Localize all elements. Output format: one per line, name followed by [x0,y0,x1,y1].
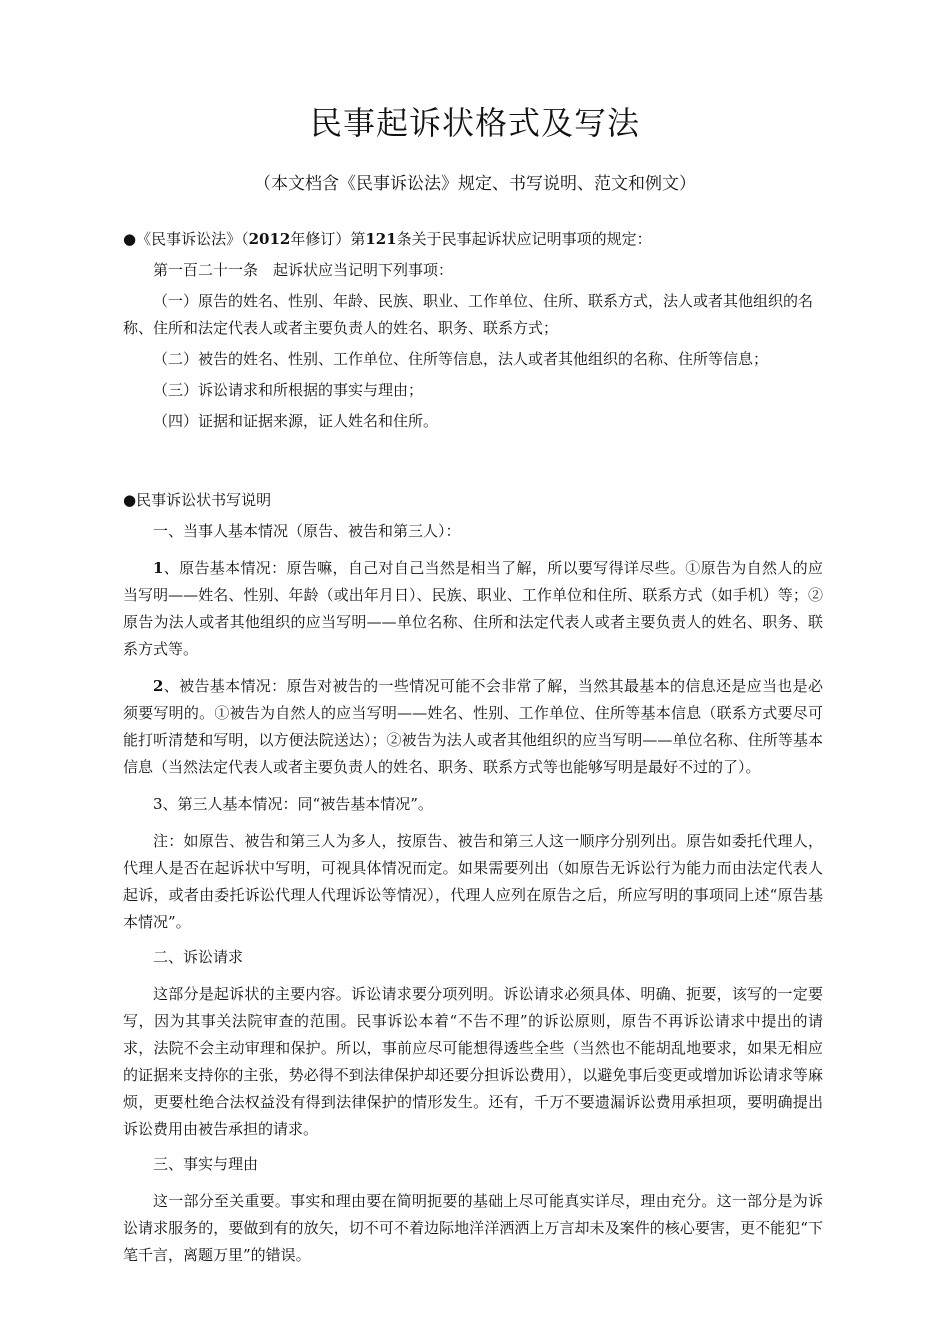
law-heading-article-number: 121 [365,230,397,248]
facts-section-title: 三、事实与理由 [153,1155,259,1173]
law-item-1: （一）原告的姓名、性别、年龄、民族、职业、工作单位、住所、联系方式，法人或者其他组织的名称、住所和法定代表人或者主要负责人的姓名、职务、联系方式； [123,292,814,337]
law-section-heading [123,226,823,253]
document-title: 民事起诉状格式及写法 [309,104,640,142]
law-heading-prefix: ●《民事诉讼法》（ [123,230,249,248]
facts-paragraph: 这一部分至关重要。事实和理由要在简明扼要的基础上尽可能真实详尽，理由充分。这一部分是为诉讼请求服务的，要做到有的放矢，切不可不着边际地洋洋洒洒上万言却未及案件的核心要害，更不能犯“下笔千言，离题万里”的错误。 [123,1192,823,1264]
defendant-info-number: 2 [153,677,164,695]
third-party-info-paragraph: 3、第三人基本情况：同“被告基本情况”。 [153,795,433,813]
law-article-line: 第一百二十一条 起诉状应当记明下列事项： [153,261,454,279]
law-item-2: （二）被告的姓名、性别、工作单位、住所等信息，法人或者其他组织的名称、住所等信息； [153,350,769,368]
claims-section-title: 二、诉讼请求 [153,948,244,966]
parties-section-title: 一、当事人基本情况（原告、被告和第三人）： [153,522,461,540]
writing-guide-heading: ●民事诉讼状书写说明 [123,491,272,509]
defendant-info-paragraph [123,673,823,781]
plaintiff-info-number: 1 [153,559,164,577]
plaintiff-info-paragraph [123,555,823,663]
document-body [123,226,823,1269]
law-heading-mid: 年修订）第 [290,230,366,248]
law-item-3: （三）诉讼请求和所根据的事实与理由； [153,381,424,399]
law-item-4: （四）证据和证据来源，证人姓名和住所。 [153,412,439,430]
law-heading-year: 2012 [248,230,291,248]
plaintiff-info-text: 、原告基本情况：原告嘛，自己对自己当然是相当了解，所以要写得详尽些。①原告为自然人的应当写明——姓名、性别、年龄（或出年月日）、民族、职业、工作单位和住所、联系方式（如手机）等；②原告为法人或者其他组织的应当写明——单位名称、住所和法定代表人或者主要负责人的姓名、职务、联系方式等。 [123,559,823,658]
parties-note-paragraph: 注：如原告、被告和第三人为多人，按原告、被告和第三人这一顺序分别列出。原告如委托代理人，代理人是否在起诉状中写明，可视具体情况而定。如果需要列出（如原告无诉讼行为能力而由法定代表人起诉，或者由委托诉讼代理人代理诉讼等情况），代理人应列在原告之后，所应写明的事项同上述“原告基本情况”。 [123,832,823,931]
law-heading-suffix: 条关于民事起诉状应记明事项的规定： [396,230,652,248]
document-subtitle: （本文档含《民事诉讼法》规定、书写说明、范文和例文） [254,174,696,194]
defendant-info-text: 、被告基本情况：原告对被告的一些情况可能不会非常了解，当然其最基本的信息还是应当也是必须要写明的。①被告为自然人的应当写明——姓名、性别、工作单位、住所等基本信息（联系方式要尽可能打听清楚和写明，以方便法院送达）；②被告为法人或者其他组织的应当写明——单位名称、住所等基本信息（当然法定代表人或者主要负责人的姓名、职务、联系方式等也能够写明是最好不过的了）。 [123,677,823,776]
claims-paragraph: 这部分是起诉状的主要内容。诉讼请求要分项列明。诉讼请求必须具体、明确、扼要，该写的一定要写，因为其事关法院审查的范围。民事诉讼本着“不告不理”的诉讼原则，原告不再诉讼请求中提出的请求，法院不会主动审理和保护。所以，事前应尽可能想得透些全些（当然也不能胡乱地要求，如果无相应的证据来支持你的主张，势必得不到法律保护却还要分担诉讼费用），以避免事后变更或增加诉讼请求等麻烦，更要杜绝合法权益没有得到法律保护的情形发生。还有，千万不要遗漏诉讼费用承担项，要明确提出诉讼费用由被告承担的请求。 [123,985,823,1138]
